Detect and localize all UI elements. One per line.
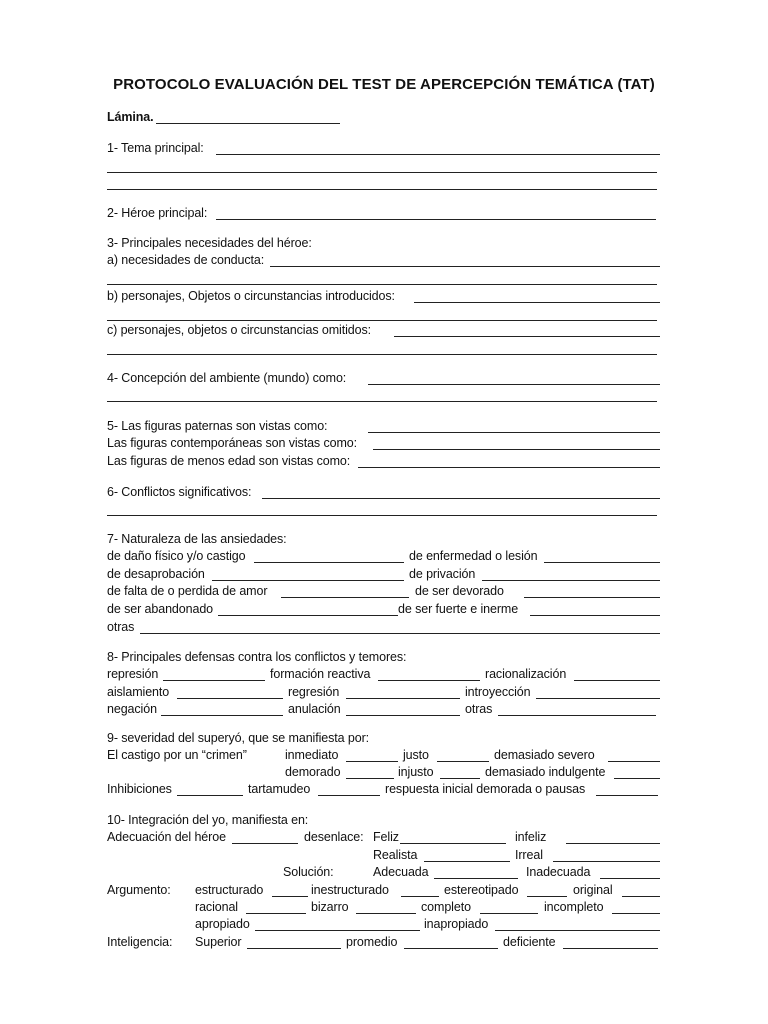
s10-apropiado-blank[interactable]: [255, 930, 420, 931]
s10-promedio-label: promedio: [346, 935, 398, 949]
s8-introyeccion-blank[interactable]: [536, 698, 660, 699]
s7-label: 7- Naturaleza de las ansiedades:: [107, 532, 287, 546]
s3-a-blank[interactable]: [270, 266, 660, 267]
s1-blank-2[interactable]: [107, 172, 657, 173]
lamina-label: Lámina.: [107, 110, 154, 124]
s9-respuesta-label: respuesta inicial demorada o pausas: [385, 782, 586, 796]
s10-estereotipado-label: estereotipado: [444, 883, 519, 897]
s2-blank[interactable]: [216, 219, 656, 220]
s4-label: 4- Concepción del ambiente (mundo) como:: [107, 371, 347, 385]
s10-racional-label: racional: [195, 900, 238, 914]
s10-feliz-blank[interactable]: [400, 843, 506, 844]
s10-estructurado-blank[interactable]: [272, 896, 308, 897]
s9-inmediato-blank[interactable]: [346, 761, 398, 762]
s9-inhibiciones-label: Inhibiciones: [107, 782, 172, 796]
s9-tartamudeo-label: tartamudeo: [248, 782, 311, 796]
s10-completo-blank[interactable]: [480, 913, 538, 914]
s10-superior-blank[interactable]: [247, 948, 341, 949]
s8-racionalizacion-label: racionalización: [485, 667, 567, 681]
s10-inestructurado-blank[interactable]: [401, 896, 439, 897]
s9-injusto-blank[interactable]: [440, 778, 480, 779]
s10-inapropiado-blank[interactable]: [495, 930, 660, 931]
s2-label: 2- Héroe principal:: [107, 206, 208, 220]
s5-paternas-label: 5- Las figuras paternas son vistas como:: [107, 419, 328, 433]
s10-adecuada-blank[interactable]: [434, 878, 518, 879]
s10-infeliz-blank[interactable]: [566, 843, 660, 844]
s9-tartamudeo-blank[interactable]: [318, 795, 380, 796]
s10-adecuada-label: Adecuada: [373, 865, 429, 879]
s7-fuerte-label: de ser fuerte e inerme: [398, 602, 519, 616]
s10-estereotipado-blank[interactable]: [527, 896, 567, 897]
s7-dano-label: de daño físico y/o castigo: [107, 549, 246, 563]
s9-demasiado-indulgente-label: demasiado indulgente: [485, 765, 606, 779]
s8-anulacion-blank[interactable]: [346, 715, 460, 716]
s7-abandonado-label: de ser abandonado: [107, 602, 214, 616]
s3-b-label: b) personajes, Objetos o circunstancias introducidos:: [107, 289, 395, 303]
s7-falta-amor-label: de falta de o perdida de amor: [107, 584, 268, 598]
s9-demasiado-indulgente-blank[interactable]: [614, 778, 660, 779]
s7-devorado-label: de ser devorado: [415, 584, 504, 598]
s3-c-blank-2[interactable]: [107, 354, 657, 355]
s3-c-blank[interactable]: [394, 336, 660, 337]
s8-represion-blank[interactable]: [163, 680, 265, 681]
s10-incompleto-label: incompleto: [544, 900, 604, 914]
s10-inadecuada-blank[interactable]: [600, 878, 660, 879]
s5-paternas-blank[interactable]: [368, 432, 660, 433]
s10-inadecuada-label: Inadecuada: [526, 865, 591, 879]
s10-desenlace-label: desenlace:: [304, 830, 364, 844]
s8-regresion-label: regresión: [288, 685, 340, 699]
s10-deficiente-blank[interactable]: [563, 948, 658, 949]
s4-blank[interactable]: [368, 384, 660, 385]
s3-b-blank[interactable]: [414, 302, 660, 303]
s7-privacion-label: de privación: [409, 567, 476, 581]
s10-completo-label: completo: [421, 900, 471, 914]
lamina-blank[interactable]: [156, 123, 340, 124]
s8-otras-blank[interactable]: [498, 715, 656, 716]
s9-demorado-label: demorado: [285, 765, 341, 779]
page-title: PROTOCOLO EVALUACIÓN DEL TEST DE APERCEPCIÓN TEMÁTICA (TAT): [113, 76, 655, 93]
s8-represion-label: represión: [107, 667, 159, 681]
s5-menores-blank[interactable]: [358, 467, 660, 468]
s9-demasiado-severo-blank[interactable]: [608, 761, 660, 762]
s10-argumento-label: Argumento:: [107, 883, 171, 897]
s10-adecuacion-label: Adecuación del héroe: [107, 830, 226, 844]
s7-enfermedad-label: de enfermedad o lesión: [409, 549, 538, 563]
s7-devorado-blank[interactable]: [524, 597, 660, 598]
s7-abandonado-blank[interactable]: [218, 615, 398, 616]
s7-enfermedad-blank[interactable]: [544, 562, 660, 563]
s5-menores-label: Las figuras de menos edad son vistas como:: [107, 454, 351, 468]
s8-otras-label: otras: [465, 702, 493, 716]
s10-apropiado-label: apropiado: [195, 917, 250, 931]
s4-blank-2[interactable]: [107, 401, 657, 402]
s7-otras-label: otras: [107, 620, 135, 634]
s10-promedio-blank[interactable]: [404, 948, 498, 949]
s7-otras-blank[interactable]: [140, 633, 660, 634]
s9-respuesta-blank[interactable]: [596, 795, 658, 796]
s9-inhibiciones-blank[interactable]: [177, 795, 243, 796]
s10-infeliz-label: infeliz: [515, 830, 547, 844]
s8-aislamiento-blank[interactable]: [177, 698, 283, 699]
s5-contemporaneas-blank[interactable]: [373, 449, 660, 450]
s8-racionalizacion-blank[interactable]: [574, 680, 660, 681]
s10-inteligencia-label: Inteligencia:: [107, 935, 173, 949]
s7-desaprobacion-label: de desaprobación: [107, 567, 205, 581]
s8-negacion-blank[interactable]: [161, 715, 283, 716]
s7-falta-amor-blank[interactable]: [281, 597, 409, 598]
s6-blank-2[interactable]: [107, 515, 657, 516]
s10-solucion-label: Solución:: [283, 865, 334, 879]
s10-deficiente-label: deficiente: [503, 935, 556, 949]
s8-formacion-blank[interactable]: [378, 680, 480, 681]
s3-a-label: a) necesidades de conducta:: [107, 253, 265, 267]
s8-negacion-label: negación: [107, 702, 157, 716]
s10-racional-blank[interactable]: [246, 913, 306, 914]
s7-fuerte-blank[interactable]: [530, 615, 660, 616]
s9-justo-blank[interactable]: [437, 761, 489, 762]
s5-contemporaneas-label: Las figuras contemporáneas son vistas como:: [107, 436, 357, 450]
s10-adecuacion-blank[interactable]: [232, 843, 298, 844]
s7-desaprobacion-blank[interactable]: [212, 580, 404, 581]
s9-justo-label: justo: [403, 748, 429, 762]
s6-label: 6- Conflictos significativos:: [107, 485, 252, 499]
s8-anulacion-label: anulación: [288, 702, 341, 716]
s9-demorado-blank[interactable]: [346, 778, 394, 779]
s1-label: 1- Tema principal:: [107, 141, 204, 155]
s10-original-label: original: [573, 883, 613, 897]
s10-label: 10- Integración del yo, manifiesta en:: [107, 813, 309, 827]
s10-realista-label: Realista: [373, 848, 418, 862]
s3-b-blank-2[interactable]: [107, 320, 657, 321]
s3-label: 3- Principales necesidades del héroe:: [107, 236, 312, 250]
s9-inmediato-label: inmediato: [285, 748, 339, 762]
s10-inapropiado-label: inapropiado: [424, 917, 489, 931]
s10-bizarro-label: bizarro: [311, 900, 349, 914]
s10-original-blank[interactable]: [622, 896, 660, 897]
s10-irreal-label: Irreal: [515, 848, 543, 862]
s9-demasiado-severo-label: demasiado severo: [494, 748, 595, 762]
s9-label: 9- severidad del superyó, que se manifiesta por:: [107, 731, 370, 745]
s6-blank[interactable]: [262, 498, 660, 499]
s1-blank[interactable]: [216, 154, 660, 155]
s10-irreal-blank[interactable]: [553, 861, 660, 862]
s1-blank-3[interactable]: [107, 189, 657, 190]
s10-inestructurado-label: inestructurado: [311, 883, 389, 897]
s3-a-blank-2[interactable]: [107, 284, 657, 285]
s8-aislamiento-label: aislamiento: [107, 685, 170, 699]
s3-c-label: c) personajes, objetos o circunstancias omitidos:: [107, 323, 371, 337]
s10-incompleto-blank[interactable]: [612, 913, 660, 914]
s9-castigo-label: El castigo por un “crimen”: [107, 748, 247, 762]
s10-feliz-label: Feliz: [373, 830, 399, 844]
s8-regresion-blank[interactable]: [346, 698, 460, 699]
s10-realista-blank[interactable]: [424, 861, 510, 862]
s7-privacion-blank[interactable]: [482, 580, 660, 581]
s10-bizarro-blank[interactable]: [356, 913, 416, 914]
s7-dano-blank[interactable]: [254, 562, 404, 563]
s10-superior-label: Superior: [195, 935, 242, 949]
s8-formacion-label: formación reactiva: [270, 667, 371, 681]
s8-introyeccion-label: introyección: [465, 685, 531, 699]
s9-injusto-label: injusto: [398, 765, 434, 779]
s10-estructurado-label: estructurado: [195, 883, 264, 897]
s8-label: 8- Principales defensas contra los conflictos y temores:: [107, 650, 407, 664]
